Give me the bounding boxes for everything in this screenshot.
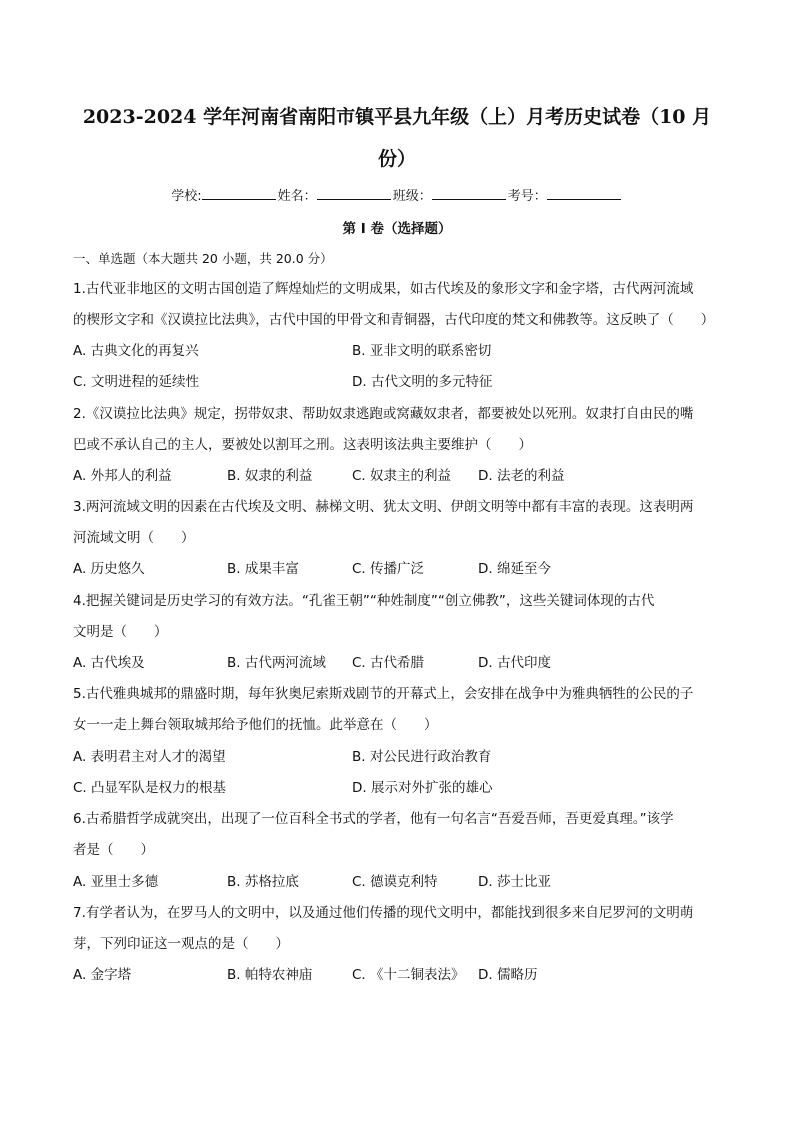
name-blank [317,187,391,200]
section-title: 第 I 卷（选择题） [342,221,452,237]
question-1-option-a: A. 古典文化的再复兴 [73,343,199,359]
question-3-option-b: B. 成果丰富 [227,561,299,577]
question-2-option-a: A. 外邦人的利益 [73,468,172,484]
question-5-option-b: B. 对公民进行政治教育 [352,749,492,765]
question-6-option-a: A. 亚里士多德 [73,874,159,890]
question-1-line-1: 1.古代亚非地区的文明古国创造了辉煌灿烂的文明成果，如古代埃及的象形文字和金字塔，古代两河流域 [73,281,694,297]
question-7-option-c: C. 《十二铜表法》 [352,967,465,983]
question-2-option-c: C. 奴隶主的利益 [352,468,452,484]
question-3-option-d: D. 绵延至今 [478,561,551,577]
exam-title-line-2: 份） [377,148,416,170]
question-1-option-b: B. 亚非文明的联系密切 [352,343,492,359]
number-blank [547,187,621,200]
question-7-option-b: B. 帕特农神庙 [227,967,313,983]
question-6-option-c: C. 德谟克利特 [352,874,438,890]
question-1-option-d: D. 古代文明的多元特征 [352,374,493,390]
question-4-line-1: 4.把握关键词是历史学习的有效方法。“孔雀王朝”“种姓制度”“创立佛教”，这些关键词体现的古代 [73,593,655,609]
question-4-option-b: B. 古代两河流域 [227,655,326,671]
question-2-option-b: B. 奴隶的利益 [227,468,313,484]
question-4-option-d: D. 古代印度 [478,655,551,671]
school-blank [202,187,276,200]
question-7-line-1: 7.有学者认为，在罗马人的文明中，以及通过他们传播的现代文明中，都能找到很多来自尼罗河的文明萌 [73,905,694,921]
question-5-option-c: C. 凸显军队是权力的根基 [73,780,227,796]
question-3-option-c: C. 传播广泛 [352,561,425,577]
name-label: 姓名： [277,189,317,204]
question-4-option-c: C. 古代希腊 [352,655,425,671]
question-2-option-d: D. 法老的利益 [478,468,565,484]
question-6-option-b: B. 苏格拉底 [227,874,299,890]
class-label: 班级： [392,189,432,204]
question-6-option-d: D. 莎士比亚 [478,874,551,890]
question-2-line-2: 巴或不承认自己的主人，要被处以割耳之刑。这表明该法典主要维护（ ） [73,437,532,453]
question-1-option-c: C. 文明进程的延续性 [73,374,200,390]
question-2-line-1: 2.《汉谟拉比法典》规定，拐带奴隶、帮助奴隶逃跑或窝藏奴隶者，都要被处以死刑。奴隶打自由民的嘴 [73,406,694,422]
question-3-line-2: 河流域文明（ ） [73,530,195,546]
question-3-option-a: A. 历史悠久 [73,561,145,577]
school-label: 学校: [171,189,202,204]
question-3-line-1: 3.两河流域文明的因素在古代埃及文明、赫梯文明、犹太文明、伊朗文明等中都有丰富的表现。这表明两 [73,499,694,515]
question-4-option-a: A. 古代埃及 [73,655,145,671]
question-7-line-2: 芽，下列印证这一观点的是（ ） [73,936,289,952]
question-6-line-2: 者是（ ） [73,842,154,858]
question-7-option-d: D. 儒略历 [478,967,538,983]
question-4-line-2: 文明是（ ） [73,624,168,640]
question-7-option-a: A. 金字塔 [73,967,132,983]
number-label: 考号： [507,189,547,204]
student-info-row [0,187,794,206]
part-heading: 一、单选题（本大题共 20 小题，共 20.0 分） [73,251,333,266]
class-blank [432,187,506,200]
question-5-line-2: 女一一走上舞台领取城邦给予他们的抚恤。此举意在（ ） [73,717,438,733]
question-5-line-1: 5.古代雅典城邦的鼎盛时期，每年狄奥尼索斯戏剧节的开幕式上，会安排在战争中为雅典牺牲的公民的子 [73,686,694,702]
question-5-option-a: A. 表明君主对人才的渴望 [73,749,226,765]
question-5-option-d: D. 展示对外扩张的雄心 [352,780,493,796]
question-6-line-1: 6.古希腊哲学成就突出，出现了一位百科全书式的学者，他有一句名言“吾爱吾师，吾更爱真理。”该学 [73,811,674,827]
exam-title-line-1: 2023-2024 学年河南省南阳市镇平县九年级（上）月考历史试卷（10 月 [82,106,712,128]
question-1-line-2: 的楔形文字和《汉谟拉比法典》，古代中国的甲骨文和青铜器，古代印度的梵文和佛教等。这反映了（ ） [73,312,715,328]
